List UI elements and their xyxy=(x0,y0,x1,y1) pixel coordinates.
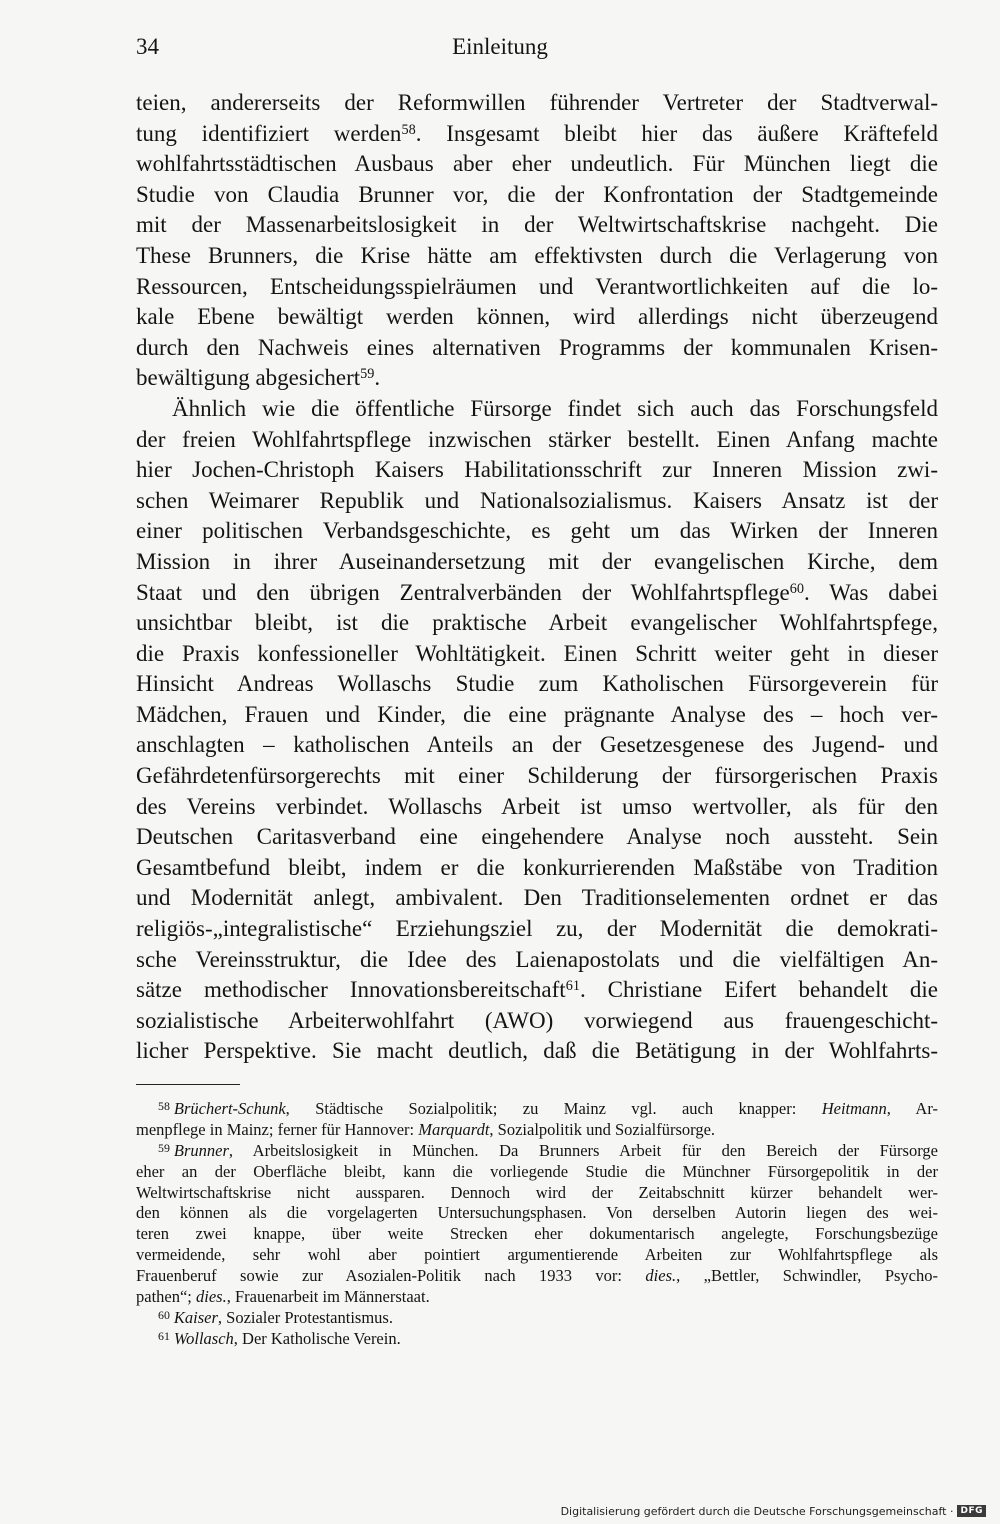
body-line-text: Staat und den übrigen Zentralverbänden der Wohlfahrtspflege xyxy=(136,579,790,605)
footnote-line xyxy=(136,1287,938,1308)
body-line xyxy=(136,975,938,1006)
footnote-ref-61[interactable]: 61 xyxy=(565,978,580,995)
footnote-line xyxy=(136,1266,938,1287)
digitization-text: Digitalisierung gefördert durch die Deutsche Forschungsgemeinschaft · xyxy=(560,1504,954,1518)
footnote-line: den können als die vorgelagerten Untersuchungsphasen. Von derselben Autorin liegen des wei- xyxy=(136,1203,938,1223)
body-line xyxy=(136,578,938,609)
footnotes xyxy=(136,1099,938,1350)
body-line: anschlagten – katholischen Anteils an der Gesetzesgenese des Jugend- und xyxy=(136,732,938,758)
body-line: religiös-„integralistische“ Erziehungsziel zu, der Modernität die demokrati- xyxy=(136,916,938,942)
footnote-59 xyxy=(136,1141,938,1162)
footnote-ref-60[interactable]: 60 xyxy=(789,580,804,597)
footnote-number: 59 xyxy=(158,1140,170,1155)
body-line-text: . Christiane Eifert behandelt die xyxy=(579,977,938,1003)
footnote-text: , Arbeitslosigkeit in München. Da Brunners Arbeit für den Bereich der Fürsorge xyxy=(228,1140,938,1160)
body-line-text: . Was dabei xyxy=(803,579,938,605)
dfg-logo: DFG xyxy=(957,1505,986,1517)
body-line: Gefährdetenfürsorgerechts mit einer Schilderung der fürsorgerischen Praxis xyxy=(136,763,938,789)
author-name: dies. xyxy=(645,1266,677,1286)
footnote-text: menpflege in Mainz; ferner für Hannover: xyxy=(136,1119,419,1139)
author-name: Wollasch xyxy=(173,1328,234,1348)
body-line: der freien Wohlfahrtspflege inzwischen stärker bestellt. Einen Anfang machte xyxy=(136,426,938,452)
body-line: Ähnlich wie die öffentliche Fürsorge findet sich auch das Forschungsfeld xyxy=(172,395,938,421)
footnote-ref-58[interactable]: 58 xyxy=(401,121,416,138)
footnote-ref-59[interactable]: 59 xyxy=(360,366,375,383)
footnote-text: pathen“; xyxy=(136,1287,197,1307)
body-line: teien, andererseits der Reformwillen führender Vertreter der Stadtverwal- xyxy=(136,90,938,115)
body-line-text: sätze methodischer Innovationsbereitschaft xyxy=(136,977,566,1003)
footnote-text: , Ar- xyxy=(886,1099,938,1118)
body-text xyxy=(136,88,938,1067)
author-name: Kaiser xyxy=(173,1307,218,1327)
footnote-60 xyxy=(136,1308,938,1329)
body-line: Gesamtbefund bleibt, indem er die konkurrierenden Maßstäbe von Tradition xyxy=(136,854,938,880)
footnote-line xyxy=(136,1120,938,1141)
footnote-text: , Sozialpolitik und Sozialfürsorge. xyxy=(489,1119,716,1139)
body-line: These Brunners, die Krise hätte am effektivsten durch die Verlagerung von xyxy=(136,242,938,268)
author-name: Brunner xyxy=(173,1140,229,1160)
body-line-text: bewältigung abgesichert xyxy=(136,365,361,391)
body-line: des Vereins verbindet. Wollaschs Arbeit ist umso wertvoller, als für den xyxy=(136,793,938,819)
body-line: Studie von Claudia Brunner vor, die der Konfrontation der Stadtgemeinde xyxy=(136,181,938,207)
footnote-text: , Sozialer Protestantismus. xyxy=(217,1307,393,1327)
body-line-text: tung identifiziert werden xyxy=(136,120,402,146)
body-line: Ressourcen, Entscheidungsspielräumen und Verantwortlichkeiten auf die lo- xyxy=(136,273,938,299)
body-line: Mission in ihrer Auseinandersetzung mit der evangelischen Kirche, dem xyxy=(136,548,938,574)
footnote-line: teren zwei knappe, über weite Strecken eher dokumentarisch angelegte, Forschungsbezüge xyxy=(136,1224,938,1244)
body-line: Hinsicht Andreas Wollaschs Studie zum Katholischen Fürsorgeverein für xyxy=(136,671,938,697)
body-line: die Praxis konfessioneller Wohltätigkeit. Einen Schritt weiter geht in dieser xyxy=(136,640,938,666)
body-line xyxy=(136,119,938,150)
page-number: 34 xyxy=(136,34,159,59)
body-line: unsichtbar bleibt, ist die praktische Arbeit evangelischer Wohlfahrtspfege, xyxy=(136,610,938,636)
footnote-text: Frauenberuf sowie zur Asozialen-Politik nach 1933 vor: xyxy=(136,1266,646,1286)
body-line: Mädchen, Frauen und Kinder, die eine prägnante Analyse des – hoch ver- xyxy=(136,701,938,727)
body-line: schen Weimarer Republik und Nationalsozialismus. Kaisers Ansatz ist der xyxy=(136,487,938,513)
footnote-61 xyxy=(136,1329,938,1350)
footnote-text: , Frauenarbeit im Männerstaat. xyxy=(226,1287,430,1307)
footnote-58 xyxy=(136,1099,938,1120)
body-line: mit der Massenarbeitslosigkeit in der Weltwirtschaftskrise nachgeht. Die xyxy=(136,212,938,238)
footnote-text: , Der Katholische Verein. xyxy=(233,1328,401,1348)
running-head: Einleitung xyxy=(452,34,548,59)
digitization-banner xyxy=(561,1502,986,1520)
body-line: wohlfahrtsstädtischen Ausbaus aber eher undeutlich. Für München liegt die xyxy=(136,151,938,177)
body-line: und Modernität anlegt, ambivalent. Den Traditionselementen ordnet er das xyxy=(136,885,938,911)
author-name: dies. xyxy=(196,1287,227,1307)
author-name: Heitmann xyxy=(821,1099,887,1118)
author-name: Marquardt xyxy=(418,1119,490,1139)
footnote-line: vermeidende, sehr wohl aber pointiert argumentierende Arbeiten zur Wohlfahrtspflege als xyxy=(136,1245,938,1265)
footnote-text: , „Bettler, Schwindler, Psycho- xyxy=(676,1266,938,1286)
footnote-line: eher an der Oberfläche bleibt, kann die vorliegende Studie die Münchner Fürsorgepolitik in der xyxy=(136,1161,938,1181)
body-line: sche Vereinsstruktur, die Idee des Laienapostolats und die vielfältigen An- xyxy=(136,946,938,972)
body-line: licher Perspektive. Sie macht deutlich, daß die Betätigung in der Wohlfahrts- xyxy=(136,1038,938,1064)
author-name: Brüchert-Schunk xyxy=(173,1099,286,1118)
body-line-text: . Insgesamt bleibt hier das äußere Kräftefeld xyxy=(415,120,938,146)
body-line: sozialistische Arbeiterwohlfahrt (AWO) vorwiegend aus frauengeschicht- xyxy=(136,1007,938,1033)
footnote-line: Weltwirtschaftskrise nicht aussparen. Dennoch wird der Zeitabschnitt kürzer behandelt wer- xyxy=(136,1182,938,1202)
body-line: hier Jochen-Christoph Kaisers Habilitationsschrift zur Inneren Mission zwi- xyxy=(136,457,938,483)
footnote-number: 58 xyxy=(158,1098,170,1113)
body-line xyxy=(136,363,938,394)
footnote-text: , Städtische Sozialpolitik; zu Mainz vgl. auch knapper: xyxy=(285,1099,822,1118)
footnote-number: 61 xyxy=(158,1328,170,1343)
body-line: Deutschen Caritasverband eine eingehendere Analyse noch aussteht. Sein xyxy=(136,824,938,850)
body-line: einer politischen Verbandsgeschichte, es geht um das Wirken der Inneren xyxy=(136,518,938,544)
footnote-number: 60 xyxy=(158,1307,170,1322)
body-line: kale Ebene bewältigt werden können, wird allerdings nicht überzeugend xyxy=(136,304,938,330)
body-line: durch den Nachweis eines alternativen Programms der kommunalen Krisen- xyxy=(136,334,938,360)
body-line-text: . xyxy=(374,365,381,391)
footnote-separator xyxy=(136,1084,240,1085)
